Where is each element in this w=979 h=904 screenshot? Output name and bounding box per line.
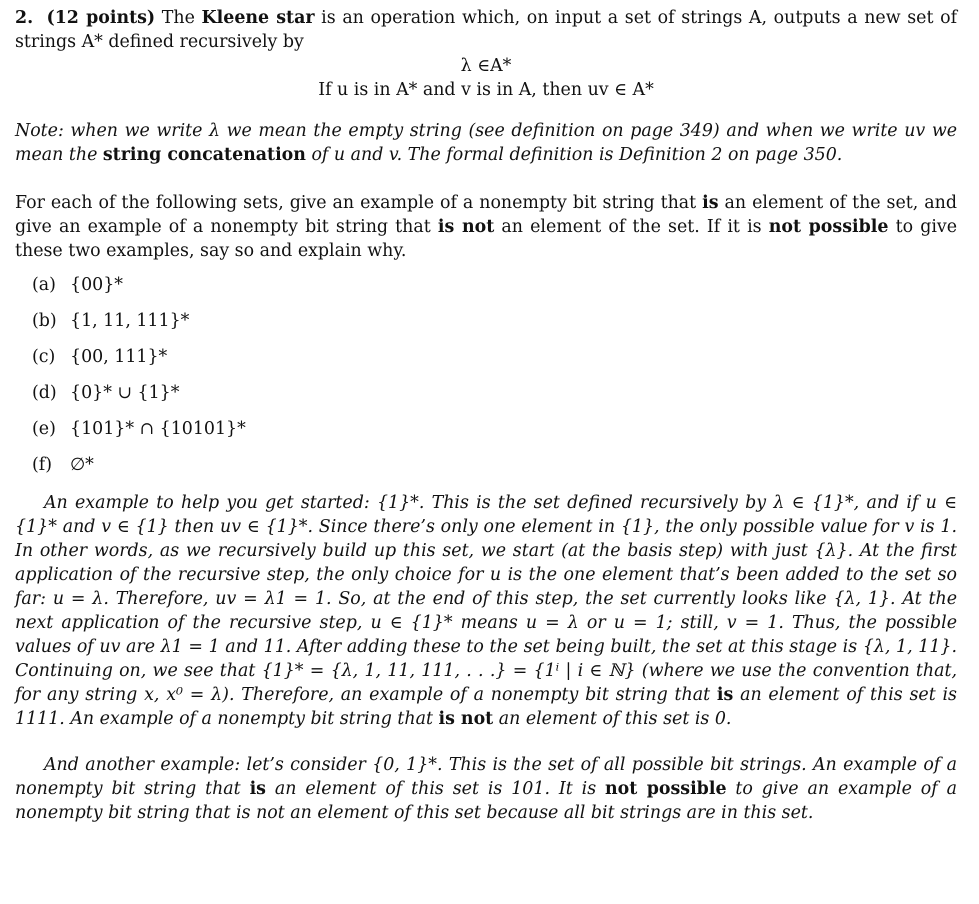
item-set: {00}* <box>70 275 123 295</box>
example-paragraph-2: And another example: let’s consider {0, 1}*. This is the set of all possible bit strings. An example of a nonempty bit string that is an element of this set is 101. It is not possible to give an example of a nonempty bit string that is not an element of this set because all bit strings are in this set. <box>15 755 957 823</box>
list-item <box>32 447 957 483</box>
string-concatenation-term: string concatenation <box>102 145 306 165</box>
list-item <box>32 303 957 339</box>
item-set: ∅* <box>70 455 94 475</box>
list-item <box>32 339 957 375</box>
problem-statement: 2. (12 points) The Kleene star is an operation which, on input a set of strings A, outputs a new set of strings A* defined recursively by <box>15 8 958 52</box>
problem-points: (12 points) <box>46 8 156 28</box>
item-set: {1, 11, 111}* <box>70 311 190 331</box>
recursive-step: If u is in A* and v is in A, then uv ∈ A* <box>318 80 654 100</box>
item-label: (a) <box>32 275 56 295</box>
set-list <box>15 267 957 483</box>
list-item <box>32 267 957 303</box>
kleene-star-term: Kleene star <box>201 8 315 28</box>
item-set: {00, 111}* <box>70 347 168 367</box>
item-set: {0}* ∪ {1}* <box>70 383 180 403</box>
item-set: {101}* ∩ {10101}* <box>70 419 246 439</box>
item-label: (f) <box>32 455 53 475</box>
recursive-definition <box>15 54 957 102</box>
list-item <box>32 375 957 411</box>
instructions-paragraph: For each of the following sets, give an example of a nonempty bit string that is an element of the set, and give an example of a nonempty bit string that is not an element of the set. If it is not possible to give these two examples, say so and explain why. <box>15 193 958 261</box>
note-paragraph: Note: when we write λ we mean the empty string (see definition on page 349) and when we write uv we mean the string concatenation of u and v. The formal definition is Definition 2 on page 350. <box>15 121 957 165</box>
item-label: (d) <box>32 383 57 403</box>
item-label: (b) <box>32 311 57 331</box>
problem-number: 2. <box>15 8 34 28</box>
item-label: (e) <box>32 419 56 439</box>
list-item <box>32 411 957 447</box>
item-label: (c) <box>32 347 56 367</box>
basis-step: λ ∈A* <box>460 56 512 76</box>
example-paragraph-1: An example to help you get started: {1}*. This is the set defined recursively by λ ∈ {1}*, and if u ∈ {1}* and v ∈ {1} then uv ∈ {1}*. Since there’s only one element in {1}, the only possible value for v is 1. In other words, as we recursively build up this set, we start (at the basis step) with just {λ}. At the first application of the recursive step, the only choice for u is the one element that’s been added to the set so far: u = λ. Therefore, uv = λ1 = 1. So, at the end of this step, the set currently looks like {λ, 1}. At the next application of the recursive step, u ∈ {1}* means u = λ or u = 1; still, v = 1. Thus, the possible values of uv are λ1 = 1 and 11. After adding these to the set being built, the set at this stage is {λ, 1, 11}. Continuing on, we see that {1}* = {λ, 1, 11, 111, . . .} = {1ⁱ | i ∈ ℕ} (where we use the convention that, for any string x, x⁰ = λ). Therefore, an example of a nonempty bit string that is an element of this set is 1111. An example of a nonempty bit string that is not an element of this set is 0. <box>15 493 957 729</box>
